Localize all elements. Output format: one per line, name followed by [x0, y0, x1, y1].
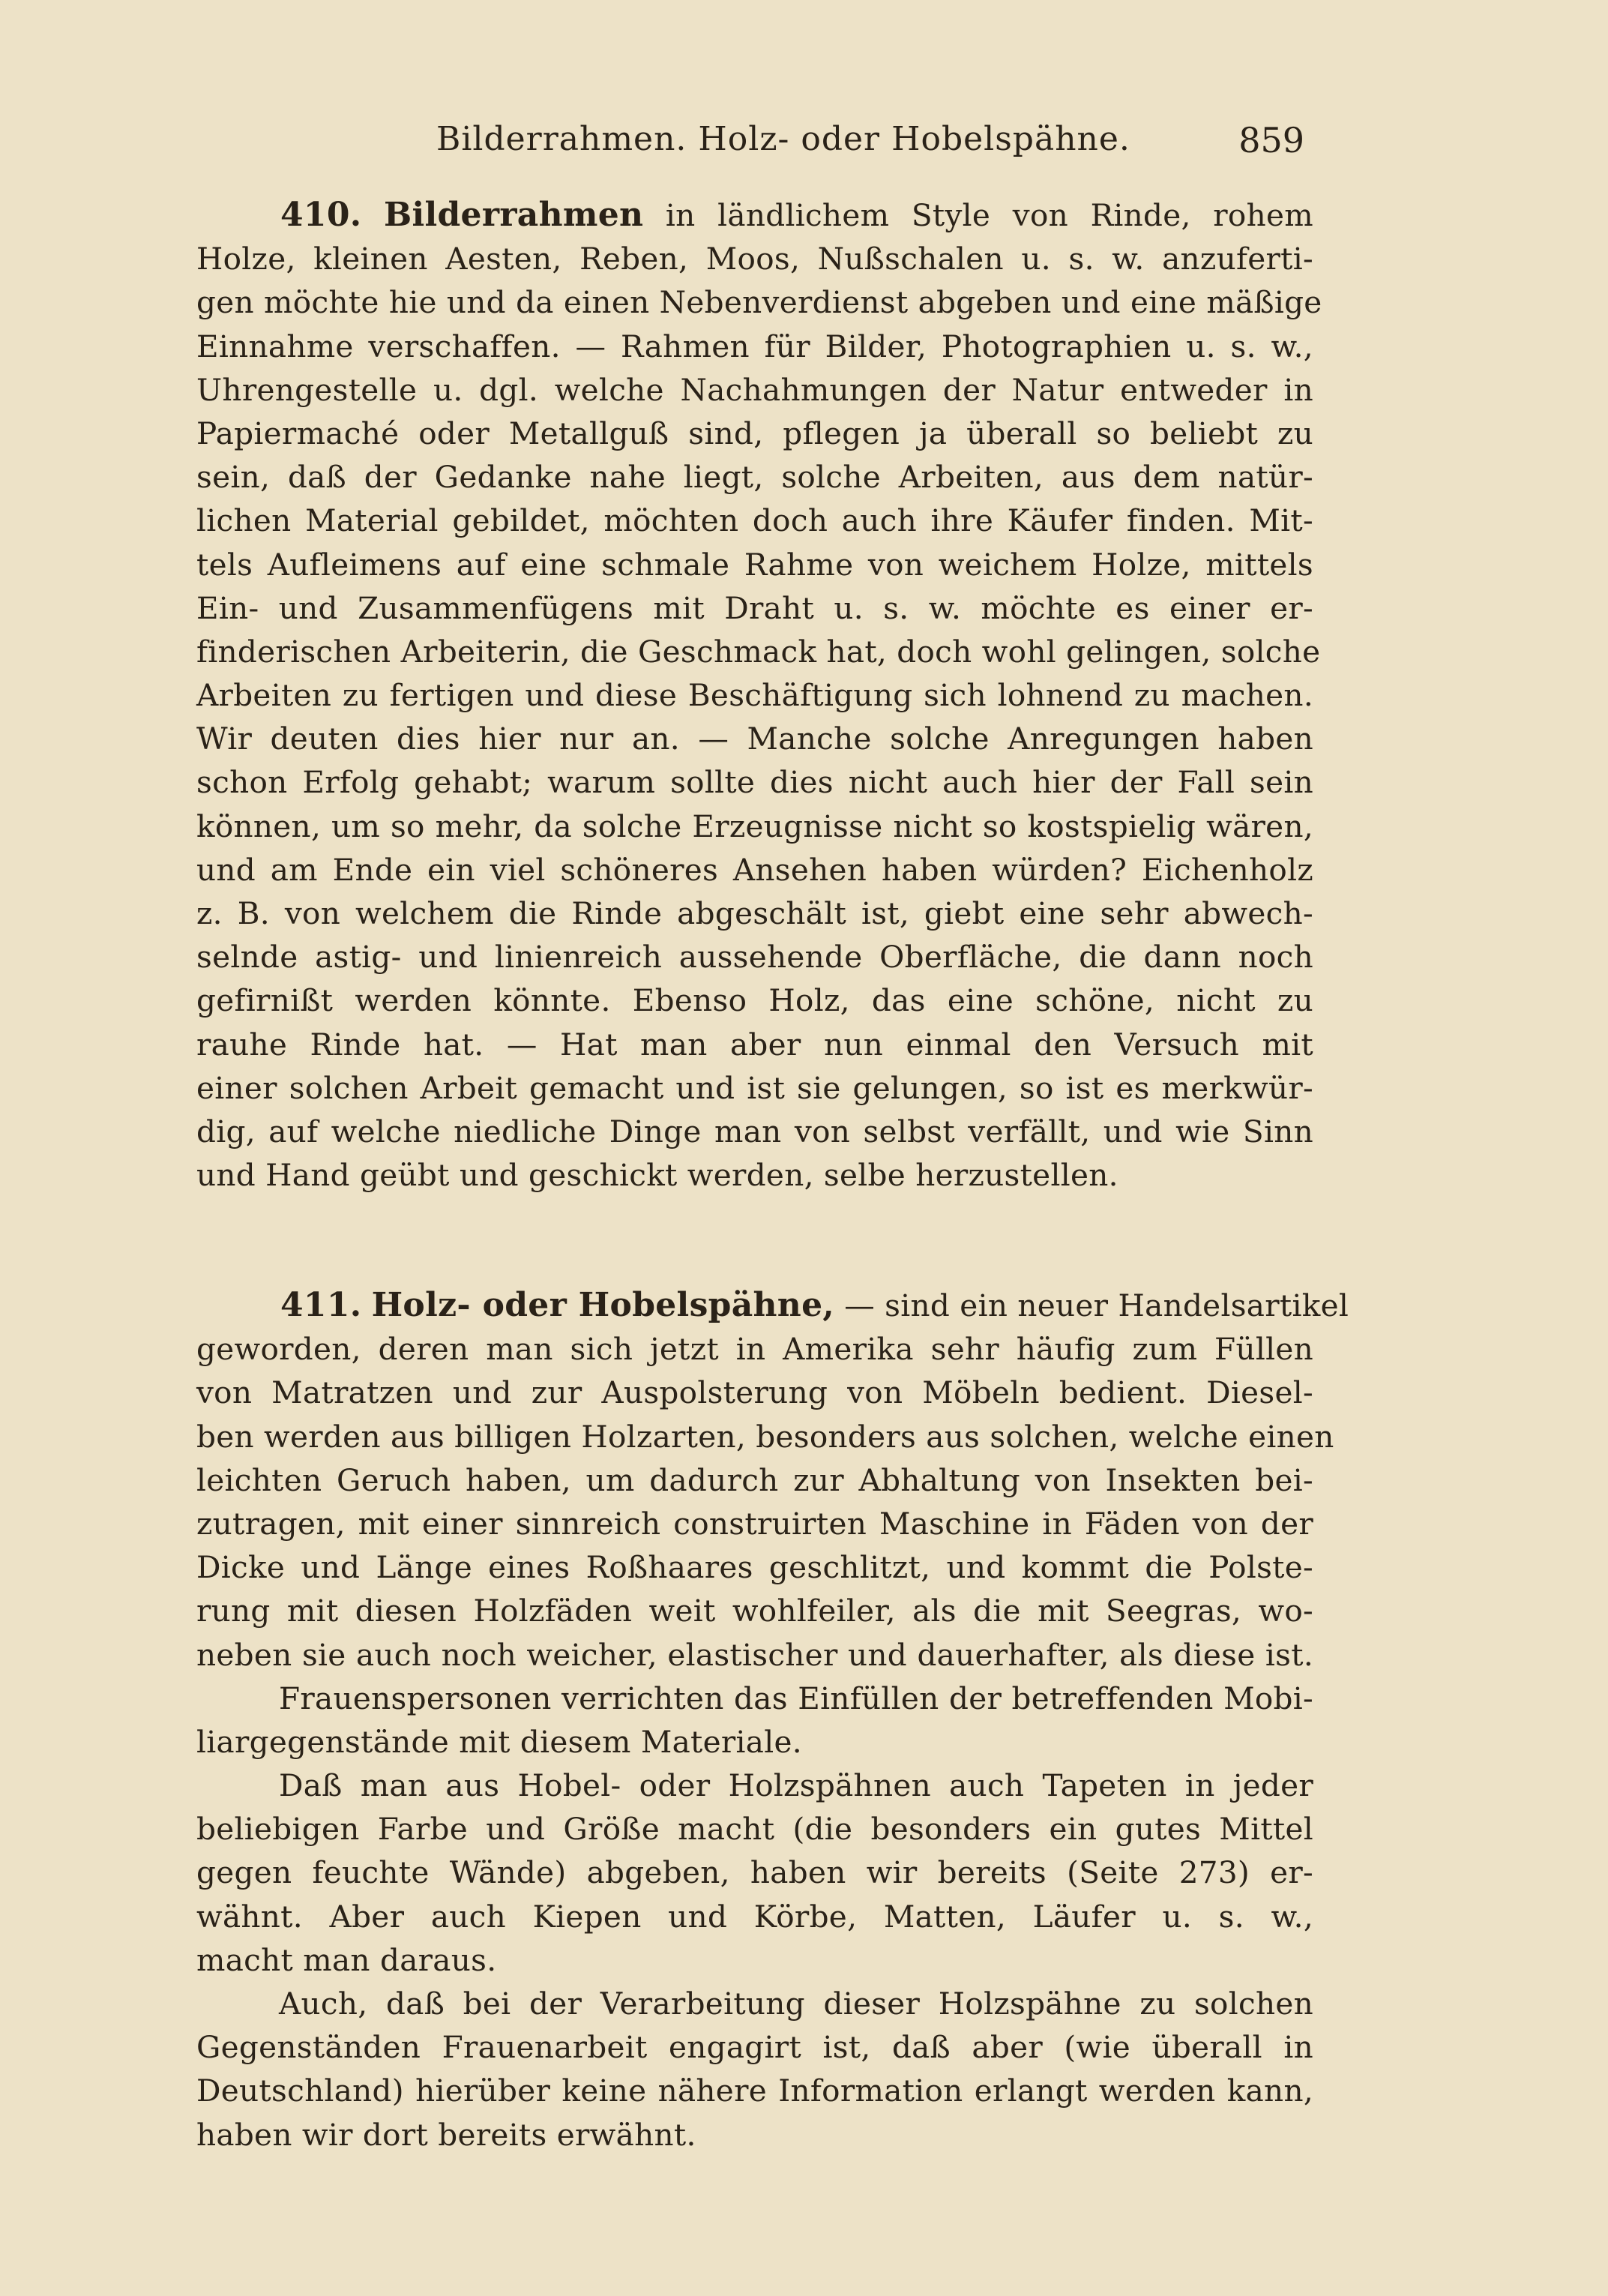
section-411-line: — sind ein neuer Handelsartikel	[844, 1287, 1349, 1323]
section-411-line: beliebigen Farbe und Größe macht (die besonders ein gutes Mittel	[196, 1811, 1313, 1848]
section-410-line: tels Aufleimens auf eine schmale Rahme von weichem Holze, mittels	[196, 546, 1313, 583]
running-head-title: Bilderrahmen. Holz- oder Hobelspähne.	[436, 120, 1130, 158]
page-number: 859	[1238, 120, 1304, 160]
section-411-heading: Holz- oder Hobelspähne,	[371, 1286, 835, 1324]
section-411-line: Dicke und Länge eines Roßhaares geschlitzt, und kommt die Polste-	[196, 1549, 1313, 1586]
section-411-line: Auch, daß bei der Verarbeitung dieser Holzspähne zu solchen	[279, 1986, 1313, 2022]
section-410-line: finderischen Arbeiterin, die Geschmack hat, doch wohl gelingen, solche	[196, 633, 1321, 670]
section-411-line: leichten Geruch haben, um dadurch zur Abhaltung von Insekten bei-	[196, 1461, 1313, 1498]
section-410-line: lichen Material gebildet, möchten doch auch ihre Käufer finden. Mit-	[196, 502, 1313, 539]
section-411-number: 411.	[280, 1286, 362, 1324]
section-410-line: einer solchen Arbeit gemacht und ist sie gelungen, so ist es merkwür-	[196, 1069, 1313, 1106]
section-411-line: haben wir dort bereits erwähnt.	[196, 2116, 696, 2153]
section-410-line: rauhe Rinde hat. — Hat man aber nun einmal den Versuch mit	[196, 1026, 1313, 1063]
section-410-number: 410.	[280, 196, 362, 234]
section-411-line: rung mit diesen Holzfäden weit wohlfeiler, als die mit Seegras, wo-	[196, 1593, 1313, 1629]
running-head	[196, 120, 1304, 165]
section-410-line: z. B. von welchem die Rinde abgeschält ist, giebt eine sehr abwech-	[196, 895, 1313, 931]
section-410-line: und Hand geübt und geschickt werden, selbe herzustellen.	[196, 1157, 1118, 1194]
section-410-heading: Bilderrahmen	[383, 196, 644, 234]
section-410-line: Wir deuten dies hier nur an. — Manche solche Anregungen haben	[196, 721, 1313, 757]
section-410-line: gefirnißt werden könnte. Ebenso Holz, das eine schöne, nicht zu	[196, 982, 1313, 1019]
section-410-line: gen möchte hie und da einen Nebenverdienst abgeben und eine mäßige	[196, 284, 1322, 321]
section-411-line: liargegenstände mit diesem Materiale.	[196, 1723, 802, 1760]
section-410-line: und am Ende ein viel schöneres Ansehen haben würden? Eichenholz	[196, 851, 1313, 888]
section-411-line: Deutschland) hierüber keine nähere Information erlangt werden kann,	[196, 2073, 1313, 2109]
section-410-line: Arbeiten zu fertigen und diese Beschäftigung sich lohnend zu machen.	[196, 677, 1313, 714]
section-410-line: sein, daß der Gedanke nahe liegt, solche Arbeiten, aus dem natür-	[196, 459, 1313, 496]
section-411-line: zutragen, mit einer sinnreich construirten Maschine in Fäden von der	[196, 1505, 1313, 1542]
section-411-line: Daß man aus Hobel- oder Holzspähnen auch Tapeten in jeder	[279, 1767, 1313, 1804]
section-410-line: selnde astig- und linienreich aussehende Oberfläche, die dann noch	[196, 939, 1313, 976]
section-411-line: macht man daraus.	[196, 1941, 497, 1978]
section-410-line: schon Erfolg gehabt; warum sollte dies nicht auch hier der Fall sein	[196, 764, 1313, 801]
section-411-first-line	[196, 1284, 1349, 1327]
section-410-line: Uhrengestelle u. dgl. welche Nachahmungen der Natur entweder in	[196, 371, 1313, 408]
section-411-line: neben sie auch noch weicher, elastischer und dauerhafter, als diese ist.	[196, 1636, 1313, 1673]
section-410-line: Papiermaché oder Metallguß sind, pflegen ja überall so beliebt zu	[196, 415, 1313, 451]
section-411-line: Frauenspersonen verrichten das Einfüllen der betreffenden Mobi-	[279, 1680, 1313, 1716]
section-411	[196, 1284, 1349, 2157]
section-410-line: in ländlichem Style von Rinde, rohem	[665, 197, 1313, 233]
section-410-line: dig, auf welche niedliche Dinge man von selbst verfällt, und wie Sinn	[196, 1113, 1313, 1149]
section-411-line: Gegenständen Frauenarbeit engagirt ist, daß aber (wie überall in	[196, 2029, 1313, 2066]
section-411-line: geworden, deren man sich jetzt in Amerika sehr häufig zum Füllen	[196, 1331, 1313, 1368]
section-411-line: ben werden aus billigen Holzarten, besonders aus solchen, welche einen	[196, 1418, 1334, 1455]
section-410-line: Holze, kleinen Aesten, Reben, Moos, Nußschalen u. s. w. anzuferti-	[196, 241, 1313, 277]
section-410-line: Ein- und Zusammenfügens mit Draht u. s. w. möchte es einer er-	[196, 589, 1313, 626]
section-411-line: gegen feuchte Wände) abgeben, haben wir bereits (Seite 273) er-	[196, 1854, 1313, 1891]
section-410-line: können, um so mehr, da solche Erzeugnisse nicht so kostspielig wären,	[196, 808, 1313, 844]
section-411-line: von Matratzen und zur Auspolsterung von Möbeln bedient. Diesel-	[196, 1374, 1313, 1411]
section-410-line: Einnahme verschaffen. — Rahmen für Bilder, Photographien u. s. w.,	[196, 328, 1313, 364]
section-410-first-line	[196, 193, 1313, 237]
section-410	[196, 193, 1322, 1197]
section-411-line: wähnt. Aber auch Kiepen und Körbe, Matten, Läufer u. s. w.,	[196, 1898, 1313, 1935]
